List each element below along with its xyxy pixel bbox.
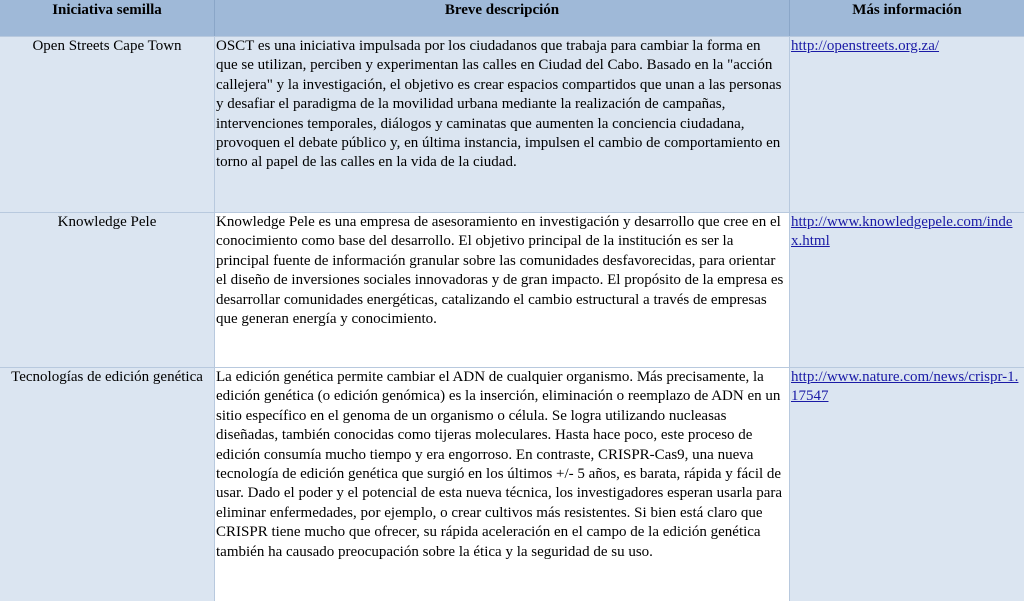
header-initiative bbox=[0, 0, 215, 36]
table-row bbox=[0, 367, 1024, 601]
more-info-link[interactable]: http://www.knowledgepele.com/index.html bbox=[791, 214, 1013, 250]
header-description-label: Breve descripción bbox=[444, 2, 560, 18]
header-description bbox=[215, 0, 790, 36]
header-more-info-label: Más información bbox=[852, 2, 962, 18]
initiative-name-cell bbox=[0, 213, 215, 367]
initiative-name: Open Streets Cape Town bbox=[32, 38, 182, 54]
initiative-name-cell bbox=[0, 368, 215, 601]
link-cell bbox=[790, 368, 1024, 601]
initiative-name-cell bbox=[0, 37, 215, 212]
header-more-info bbox=[790, 0, 1024, 36]
table-row bbox=[0, 36, 1024, 212]
link-cell bbox=[790, 37, 1024, 212]
header-initiative-label: Iniciativa semilla bbox=[52, 2, 162, 18]
more-info-link[interactable]: http://www.nature.com/news/crispr-1.17547 bbox=[791, 369, 1019, 405]
initiative-description: La edición genética permite cambiar el ADN de cualquier organismo. Más precisamente, la edición genética (o edición genómica) es la inserción, eliminación o reemplazo de ADN en un sitio específico en el genoma de un organismo o célula. Se logra utilizando nucleasas diseñadas, también conocidas como tijeras moleculares. Hasta hace poco, este proceso de edición consumía mucho tiempo y era engorroso. En contraste, CRISPR-Cas9, una nueva tecnología de edición genética que surgió en los últimos +/- 5 años, es barata, rápida y fácil de usar. Dado el poder y el potencial de esta nueva técnica, los investigadores esperan usarla para eliminar enfermedades, por ejemplo, o crear cultivos más resistentes. Si bien está claro que CRISPR tiene mucho que ofrecer, su rápida aceleración en el campo de la edición genética también ha causado preocupación sobre la ética y la seguridad de su uso. bbox=[216, 369, 783, 560]
initiative-name: Knowledge Pele bbox=[57, 214, 157, 230]
table-row bbox=[0, 212, 1024, 367]
initiative-name: Tecnologías de edición genética bbox=[11, 369, 203, 385]
description-cell bbox=[215, 37, 790, 212]
description-cell bbox=[215, 213, 790, 367]
link-cell bbox=[790, 213, 1024, 367]
initiative-description: Knowledge Pele es una empresa de asesoramiento en investigación y desarrollo que cree en el conocimiento como base del desarrollo. El objetivo principal de la institución es ser la principal fuente de información granular sobre las comunidades desfavorecidas, para orientar el diseño de inversiones sociales innovadoras y de gran impacto. El propósito de la empresa es desarrollar comunidades energéticas, catalizando el cambio estructural a través de empresas que generan energía y conocimiento. bbox=[216, 214, 784, 328]
initiative-description: OSCT es una iniciativa impulsada por los ciudadanos que trabaja para cambiar la forma en que se utilizan, perciben y experimentan las calles en Ciudad del Cabo. Basado en la "acción callejera" y la investigación, el objetivo es crear espacios compartidos que unan a las personas y desafiar el paradigma de la movilidad urbana mediante la realización de campañas, intervenciones temporales, diálogos y caminatas que aumenten la conciencia ciudadana, provoquen el debate público y, en última instancia, impulsen el cambio de comportamiento en torno al papel de las calles en la vida de la ciudad. bbox=[216, 38, 782, 171]
description-cell bbox=[215, 368, 790, 601]
more-info-link[interactable]: http://openstreets.org.za/ bbox=[791, 38, 940, 54]
